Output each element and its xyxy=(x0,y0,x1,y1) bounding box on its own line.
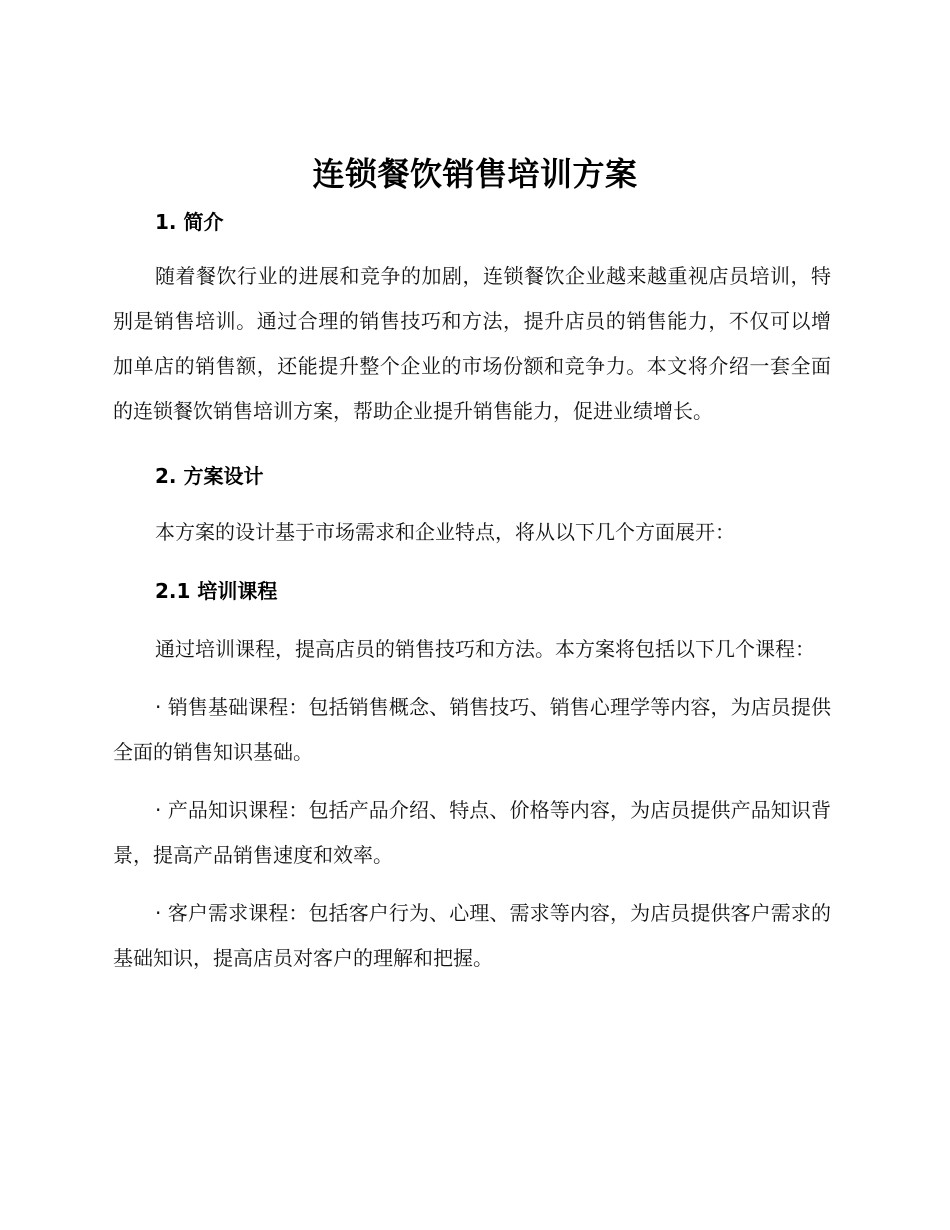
course-bullet-customer-needs: · 客户需求课程：包括客户行为、心理、需求等内容，为店员提供客户需求的基础知识，提高店员对客户的理解和把握。 xyxy=(113,901,831,970)
course-bullet-sales-basics: · 销售基础课程：包括销售概念、销售技巧、销售心理学等内容，为店员提供全面的销售知识基础。 xyxy=(113,695,831,764)
section-heading-intro: 1. 简介 xyxy=(155,210,224,234)
course-bullet-product-knowledge: · 产品知识课程：包括产品介绍、特点、价格等内容，为店员提供产品知识背景，提高产品销售速度和效率。 xyxy=(113,798,831,867)
courses-paragraph: 通过培训课程，提高店员的销售技巧和方法。本方案将包括以下几个课程： xyxy=(155,637,815,661)
section-heading-design: 2. 方案设计 xyxy=(155,464,264,488)
document-body xyxy=(113,200,831,981)
design-paragraph: 本方案的设计基于市场需求和企业特点，将从以下几个方面展开： xyxy=(155,520,735,544)
intro-paragraph: 随着餐饮行业的进展和竞争的加剧，连锁餐饮企业越来越重视店员培训，特别是销售培训。通过合理的销售技巧和方法，提升店员的销售能力，不仅可以增加单店的销售额，还能提升整个企业的市场份额和竞争力。本文将介绍一套全面的连锁餐饮销售培训方案，帮助企业提升销售能力，促进业绩增长。 xyxy=(113,264,831,423)
section-heading-courses: 2.1 培训课程 xyxy=(155,579,278,603)
document-title: 连锁餐饮销售培训方案 xyxy=(312,155,638,193)
